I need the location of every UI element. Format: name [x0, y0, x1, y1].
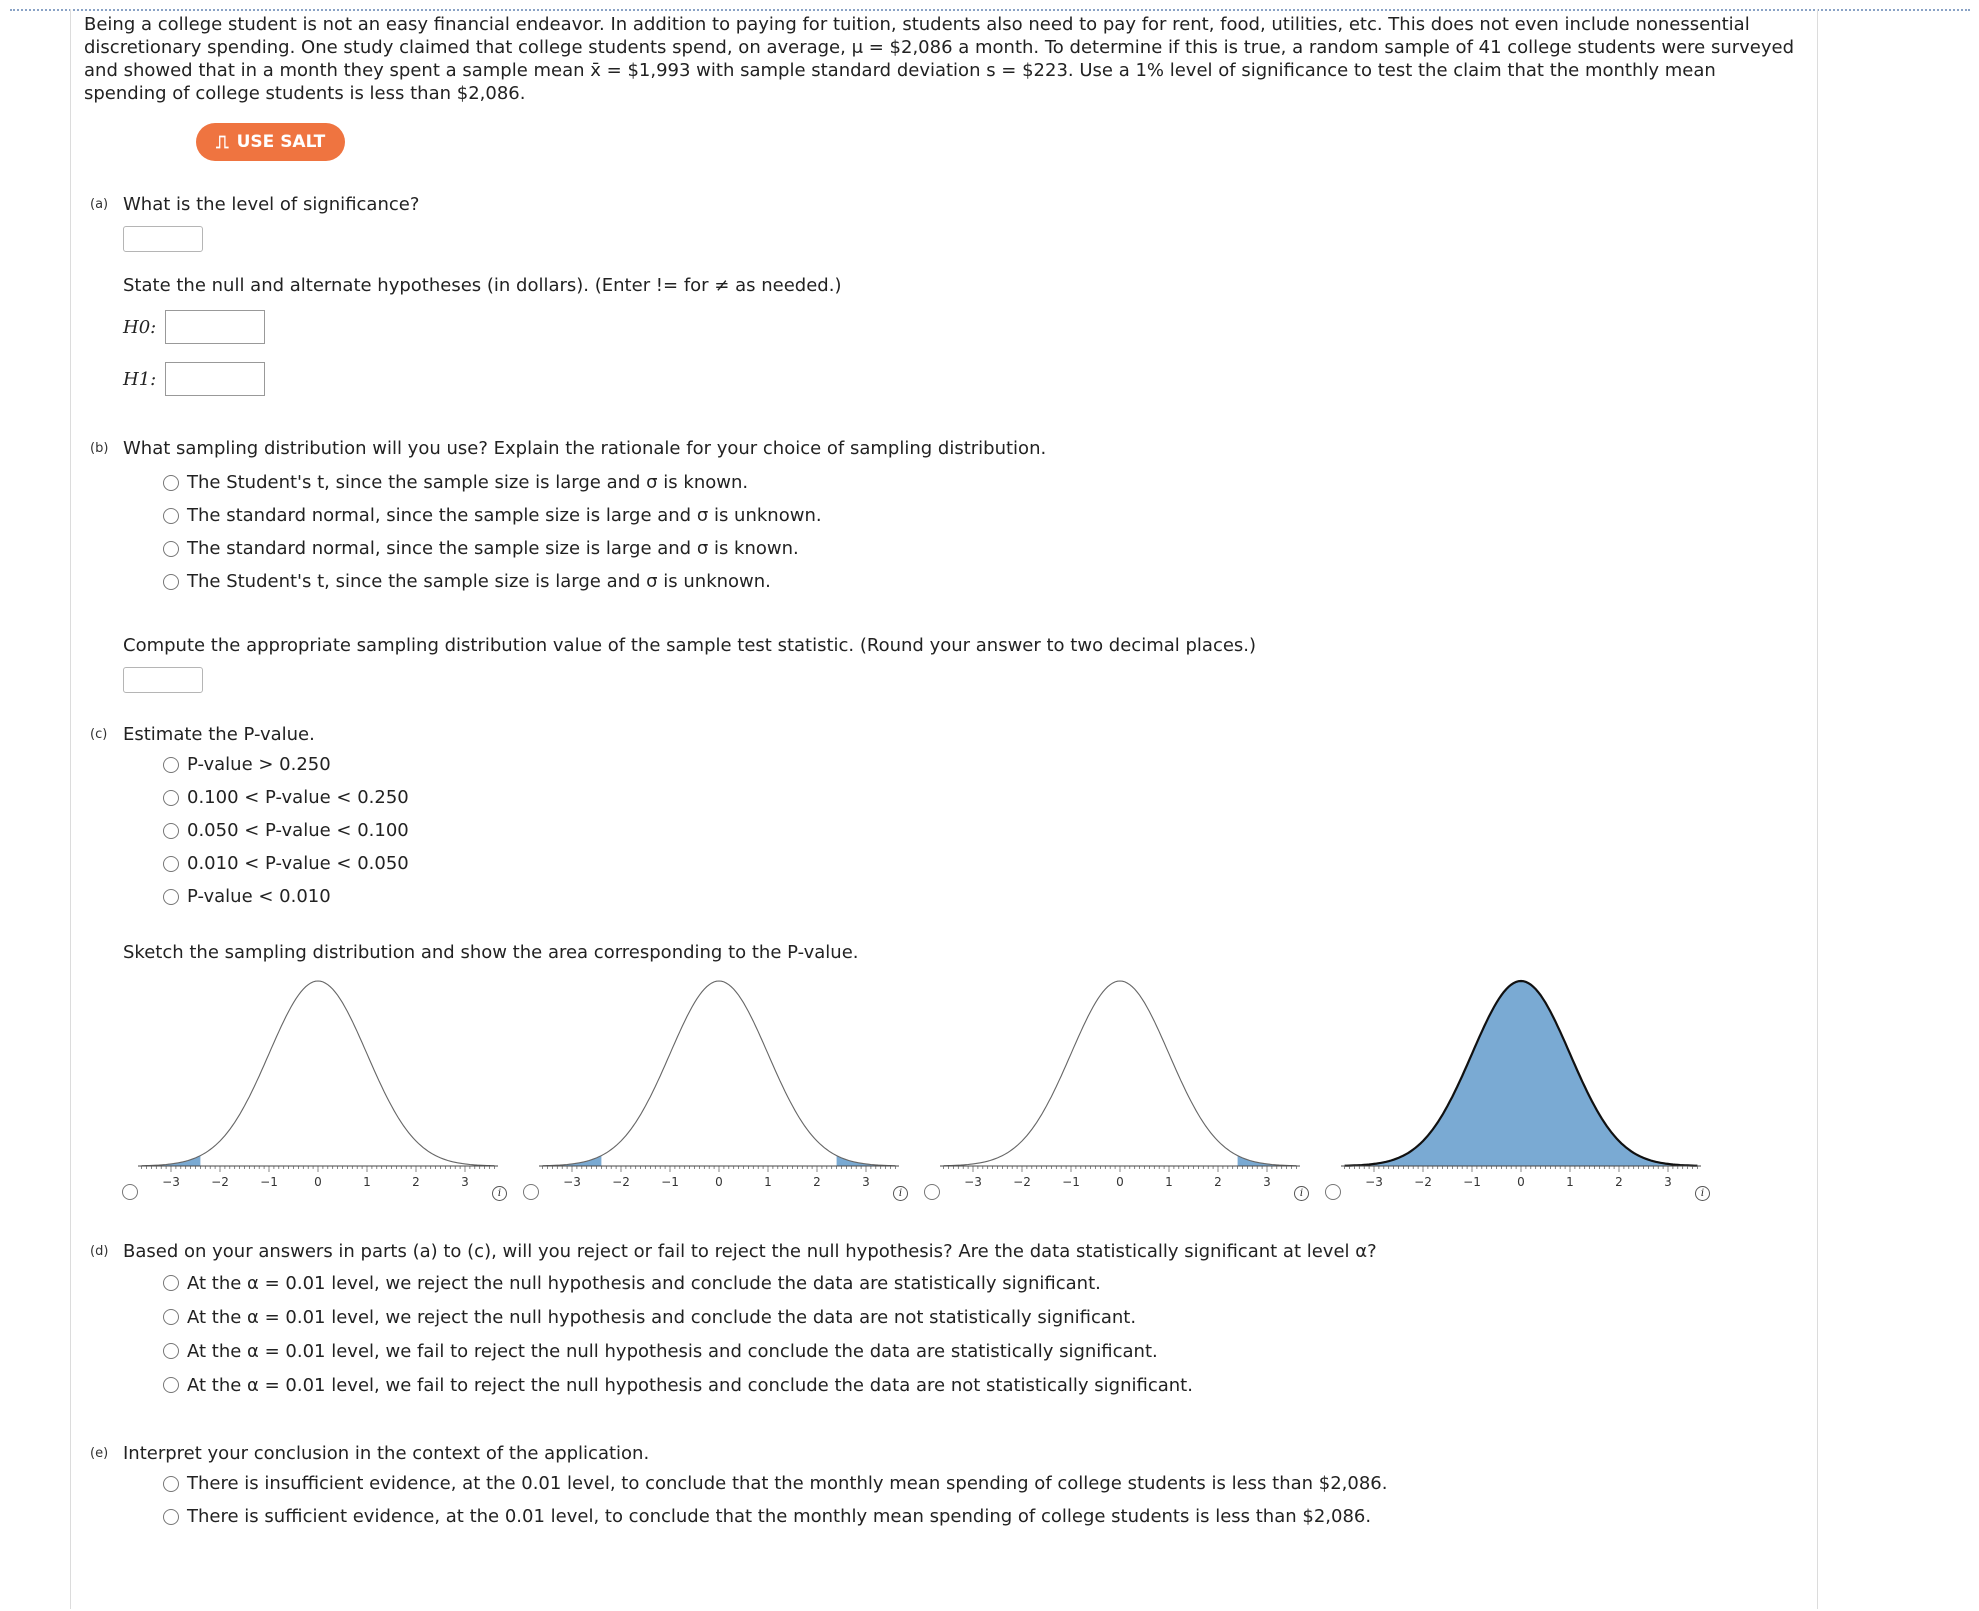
- radio-button[interactable]: [163, 1309, 179, 1325]
- part-c-option[interactable]: P-value < 0.010: [163, 880, 1804, 913]
- part-c-option[interactable]: 0.010 < P-value < 0.050: [163, 847, 1804, 880]
- radio-button[interactable]: [523, 1184, 539, 1200]
- normal-curve-left-tail: [138, 976, 508, 1206]
- part-b: [84, 437, 1804, 693]
- tick-label: 2: [1615, 1175, 1623, 1189]
- part-c: [84, 723, 1804, 1216]
- tick-label: −2: [1414, 1175, 1432, 1189]
- use-salt-label: USE SALT: [236, 132, 326, 152]
- h1-input[interactable]: [165, 362, 265, 396]
- radio-button[interactable]: [1325, 1184, 1341, 1200]
- part-e-option[interactable]: There is sufficient evidence, at the 0.01 level, to conclude that the monthly mean spending of college students is less than $2,086.: [163, 1500, 1804, 1533]
- h1-row: [123, 361, 1804, 397]
- radio-button[interactable]: [163, 1377, 179, 1393]
- test-statistic-input[interactable]: [123, 667, 203, 693]
- radio-button[interactable]: [924, 1184, 940, 1200]
- part-c-option[interactable]: P-value > 0.250: [163, 748, 1804, 781]
- tick-label: 1: [363, 1175, 371, 1189]
- normal-curve-two-tails: [539, 976, 909, 1206]
- part-d: [84, 1240, 1804, 1402]
- left-border: [70, 9, 71, 1609]
- normal-curve-right-tail: [940, 976, 1310, 1206]
- question-container: [84, 10, 1804, 1533]
- info-icon[interactable]: i: [1294, 1186, 1309, 1201]
- tick-label: −2: [612, 1175, 630, 1189]
- part-e-label: (e): [90, 1446, 109, 1461]
- part-b-option[interactable]: The Student's t, since the sample size is large and σ is known.: [163, 466, 1804, 499]
- part-c-options: [163, 748, 1804, 913]
- use-salt-button[interactable]: [196, 123, 345, 161]
- part-a-question: What is the level of significance?: [123, 194, 420, 215]
- density-curve: [543, 981, 896, 1166]
- h0-row: [123, 309, 1804, 345]
- part-d-label: (d): [90, 1244, 109, 1259]
- h0-label: H0:: [123, 316, 157, 338]
- density-curve: [944, 981, 1297, 1166]
- tick-label: −1: [260, 1175, 278, 1189]
- part-c-option[interactable]: 0.100 < P-value < 0.250: [163, 781, 1804, 814]
- normal-curve-center: [1341, 976, 1711, 1206]
- part-d-options: [163, 1266, 1804, 1402]
- part-d-question: Based on your answers in parts (a) to (c), will you reject or fail to reject the null hypothesis? Are the data statistically significant at level α?: [123, 1241, 1377, 1262]
- part-e-option[interactable]: There is insufficient evidence, at the 0.01 level, to conclude that the monthly mean spending of college students is less than $2,086.: [163, 1467, 1804, 1500]
- radio-button[interactable]: [163, 889, 179, 905]
- info-icon[interactable]: i: [492, 1186, 507, 1201]
- shaded-area: [1345, 981, 1698, 1166]
- right-border: [1817, 9, 1818, 1609]
- part-a-label: (a): [90, 197, 109, 212]
- tick-label: 2: [412, 1175, 420, 1189]
- part-c-question: Estimate the P-value.: [123, 724, 315, 745]
- part-b-question: What sampling distribution will you use? Explain the rationale for your choice of sampling distribution.: [123, 438, 1047, 459]
- radio-button[interactable]: [163, 1509, 179, 1525]
- tick-label: 1: [1566, 1175, 1574, 1189]
- part-b-option[interactable]: The standard normal, since the sample size is large and σ is unknown.: [163, 499, 1804, 532]
- hypotheses-prompt: State the null and alternate hypotheses (in dollars). (Enter != for ≠ as needed.): [123, 275, 842, 296]
- tick-label: 2: [813, 1175, 821, 1189]
- compute-prompt: Compute the appropriate sampling distribution value of the sample test statistic. (Round your answer to two decimal places.): [123, 635, 1257, 656]
- radio-button[interactable]: [163, 823, 179, 839]
- tick-label: −3: [964, 1175, 982, 1189]
- radio-button[interactable]: [163, 508, 179, 524]
- part-e-question: Interpret your conclusion in the context of the application.: [123, 1443, 650, 1464]
- part-b-options: [163, 466, 1804, 598]
- graph-option-4[interactable]: [1325, 976, 1725, 1216]
- density-curve: [142, 981, 495, 1166]
- tick-label: −1: [661, 1175, 679, 1189]
- tick-label: 0: [1517, 1175, 1525, 1189]
- part-d-option[interactable]: At the α = 0.01 level, we fail to reject the null hypothesis and conclude the data are statistically significant.: [163, 1334, 1804, 1368]
- info-icon[interactable]: i: [893, 1186, 908, 1201]
- tick-label: −2: [1013, 1175, 1031, 1189]
- radio-button[interactable]: [163, 790, 179, 806]
- tick-label: 3: [1263, 1175, 1271, 1189]
- part-e: [84, 1442, 1804, 1533]
- graph-option-3[interactable]: [924, 976, 1324, 1216]
- tick-label: 1: [1165, 1175, 1173, 1189]
- tick-label: 3: [862, 1175, 870, 1189]
- tick-label: 1: [764, 1175, 772, 1189]
- part-d-option[interactable]: At the α = 0.01 level, we reject the null hypothesis and conclude the data are statistically significant.: [163, 1266, 1804, 1300]
- part-b-option[interactable]: The standard normal, since the sample size is large and σ is known.: [163, 532, 1804, 565]
- radio-button[interactable]: [163, 856, 179, 872]
- part-d-option[interactable]: At the α = 0.01 level, we fail to reject the null hypothesis and conclude the data are not statistically significant.: [163, 1368, 1804, 1402]
- graph-option-1[interactable]: [122, 976, 522, 1216]
- part-c-label: (c): [90, 727, 108, 742]
- radio-button[interactable]: [163, 1476, 179, 1492]
- tick-label: 0: [1116, 1175, 1124, 1189]
- tick-label: 3: [1664, 1175, 1672, 1189]
- part-a: [84, 193, 1804, 397]
- part-c-option[interactable]: 0.050 < P-value < 0.100: [163, 814, 1804, 847]
- tick-label: −3: [563, 1175, 581, 1189]
- tick-label: 3: [461, 1175, 469, 1189]
- radio-button[interactable]: [163, 541, 179, 557]
- tick-label: −1: [1062, 1175, 1080, 1189]
- h0-input[interactable]: [165, 310, 265, 344]
- radio-button[interactable]: [163, 757, 179, 773]
- graph-option-2[interactable]: [523, 976, 923, 1216]
- salt-chart-icon: ⎍: [216, 131, 229, 153]
- part-b-option[interactable]: The Student's t, since the sample size is large and σ is unknown.: [163, 565, 1804, 598]
- tick-label: −3: [162, 1175, 180, 1189]
- part-e-options: [163, 1467, 1804, 1533]
- significance-input[interactable]: [123, 226, 203, 252]
- tick-label: −3: [1365, 1175, 1383, 1189]
- radio-button[interactable]: [163, 1343, 179, 1359]
- tick-label: 2: [1214, 1175, 1222, 1189]
- part-d-option[interactable]: At the α = 0.01 level, we reject the null hypothesis and conclude the data are not statistically significant.: [163, 1300, 1804, 1334]
- tick-label: −1: [1463, 1175, 1481, 1189]
- problem-statement: Being a college student is not an easy financial endeavor. In addition to paying for tuition, students also need to pay for rent, food, utilities, etc. This does not even include nonessential discretionary spending. One study claimed that college students spend, on average, μ = $2,086 a month. To determine if this is true, a random sample of 41 college students were surveyed and showed that in a month they spent a sample mean x̄ = $1,993 with sample standard deviation s = $223. Use a 1% level of significance to test the claim that the monthly mean spending of college students is less than $2,086.: [84, 14, 1795, 104]
- tick-label: 0: [715, 1175, 723, 1189]
- tick-label: 0: [314, 1175, 322, 1189]
- radio-button[interactable]: [163, 475, 179, 491]
- radio-button[interactable]: [122, 1184, 138, 1200]
- part-b-label: (b): [90, 441, 109, 456]
- tick-label: −2: [211, 1175, 229, 1189]
- distribution-graphs: [84, 976, 1804, 1216]
- radio-button[interactable]: [163, 574, 179, 590]
- radio-button[interactable]: [163, 1275, 179, 1291]
- h1-label: H1:: [123, 368, 157, 390]
- sketch-prompt: Sketch the sampling distribution and show the area corresponding to the P-value.: [123, 942, 859, 963]
- info-icon[interactable]: i: [1695, 1186, 1710, 1201]
